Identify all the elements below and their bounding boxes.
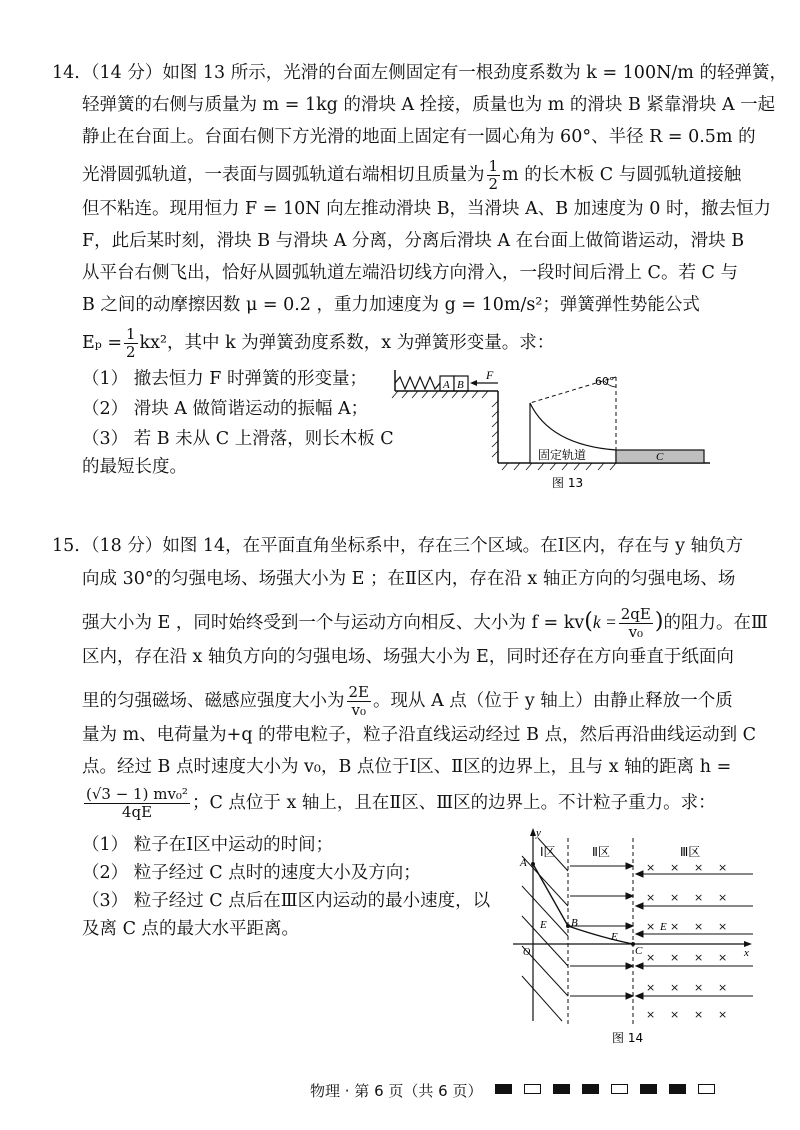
- q15-line-5a: 里的匀强磁场、磁感应强度大小为: [82, 691, 345, 711]
- svg-text:×: ×: [646, 920, 656, 933]
- label-y: y: [536, 827, 541, 839]
- figure-13: [390, 365, 720, 500]
- label-B: B: [457, 379, 464, 391]
- q14-line-9b: kx²，其中 k 为弹簧劲度系数，x 为弹簧形变量。求：: [139, 333, 555, 353]
- footer-mark: [669, 1084, 686, 1094]
- q14-line-7: 从平台右侧飞出，恰好从圆弧轨道左端沿切线方向滑入，一段时间后滑上 C。若 C 与: [82, 263, 738, 283]
- q14-line-1: （14 分）如图 13 所示，光滑的台面左侧固定有一根劲度系数为 k = 100N/m 的轻弹簧，: [82, 63, 787, 83]
- label-E-region1: E: [540, 919, 547, 931]
- figure-14: [508, 826, 760, 1048]
- q15-line-2: 向成 30°的匀强电场、场强大小为 E ；在Ⅱ区内，存在沿 x 轴正方向的匀强电场、场: [82, 569, 736, 589]
- label-B: B: [571, 917, 578, 929]
- q15-line-5: [82, 684, 733, 719]
- q14-line-4b: m 的长木板 C 与圆弧轨道接触: [502, 165, 742, 185]
- svg-text:×: ×: [718, 861, 728, 874]
- q15-line-7: 点。经过 B 点时速度大小为 v₀，B 点位于Ⅰ区、Ⅱ区的边界上，且与 x 轴的距离 h =: [82, 757, 732, 777]
- label-C: C: [635, 945, 643, 957]
- svg-text:×: ×: [694, 981, 704, 994]
- q15-sub-3: （3） 粒子经过 C 点后在Ⅲ区内运动的最小速度，以: [82, 891, 491, 911]
- q14-line-6: F，此后某时刻，滑块 B 与滑块 A 分离，分离后滑块 A 在台面上做简谐运动，滑块 B: [82, 231, 745, 251]
- svg-text:×: ×: [670, 951, 680, 964]
- footer-mark: [698, 1084, 715, 1094]
- label-O: O: [523, 947, 531, 958]
- figure-14-caption: 图 14: [612, 1031, 644, 1045]
- q14-line-2: 轻弹簧的右侧与质量为 m = 1kg 的滑块 A 拴接，质量也为 m 的滑块 B 紧靠滑块 A 一起: [82, 95, 776, 115]
- q14-fraction-half: $\frac{1}{2}$: [488, 157, 499, 193]
- svg-text:×: ×: [670, 1008, 680, 1021]
- svg-text:×: ×: [694, 951, 704, 964]
- q14-fraction-half-2: $\frac{1}{2}$: [126, 325, 136, 361]
- track-label: 固定轨道: [538, 448, 587, 462]
- q15-line-8: [82, 786, 716, 821]
- q14-sub-3b: 的最短长度。: [82, 457, 187, 477]
- q15-line-8b: ；C 点位于 x 轴上，且在Ⅱ区、Ⅲ区的边界上。不计粒子重力。求：: [191, 793, 716, 813]
- q14-line-3: 静止在台面上。台面右侧下方光滑的地面上固定有一圆心角为 60°、半径 R = 0.5m 的: [82, 127, 756, 147]
- footer-mark: [611, 1084, 628, 1094]
- q14-line-4: [82, 158, 741, 193]
- q15-k-label: k =: [592, 612, 617, 632]
- footer-mark: [553, 1084, 570, 1094]
- label-E-region2: E: [611, 931, 618, 943]
- q14-line-9: [82, 326, 554, 361]
- footer-mark: [495, 1084, 512, 1094]
- footer-mark: [582, 1084, 599, 1094]
- svg-text:×: ×: [718, 951, 728, 964]
- spring: [395, 377, 440, 389]
- q15-sub-3b: 及离 C 点的最大水平距离。: [82, 919, 300, 939]
- q15-line-5b: 。现从 A 点（位于 y 轴上）由静止释放一个质: [373, 691, 733, 711]
- q15-line-3a: 强大小为 E ，同时始终受到一个与运动方向相反、大小为 f = kv: [82, 613, 585, 633]
- label-F: F: [486, 368, 494, 382]
- svg-text:×: ×: [694, 920, 704, 933]
- q15-line-4: 区内，存在沿 x 轴负方向的匀强电场、场强大小为 E，同时还存在方向垂直于纸面向: [82, 647, 734, 667]
- label-A: A: [443, 379, 450, 391]
- svg-text:×: ×: [646, 951, 656, 964]
- svg-text:×: ×: [670, 861, 680, 874]
- svg-text:×: ×: [694, 891, 704, 904]
- q15-line-3: 强大小为 E ，同时始终受到一个与运动方向相反、大小为 f = kv(k = $\frac{2qE}{\text{v₀}}$ )的阻力。在Ⅲ: [82, 605, 768, 641]
- q14-sub-2: （2） 滑块 A 做简谐运动的振幅 A；: [82, 399, 369, 419]
- q15-sub-1: （1） 粒子在Ⅰ区中运动的时间；: [82, 835, 334, 855]
- q15-line-1: （18 分）如图 14，在平面直角坐标系中，存在三个区域。在Ⅰ区内，存在与 y 轴负方: [82, 536, 744, 556]
- svg-text:×: ×: [718, 981, 728, 994]
- q14-sub-3: （3） 若 B 未从 C 上滑落，则长木板 C: [82, 429, 394, 449]
- q15-line-6: 量为 m、电荷量为+q 的带电粒子，粒子沿直线运动经过 B 点，然后再沿曲线运动到 C: [82, 725, 757, 745]
- q14-number: 14.: [52, 63, 80, 83]
- q15-fraction-B: $\frac{2E}{\text{v₀}}$: [348, 683, 369, 719]
- svg-text:×: ×: [646, 861, 656, 874]
- svg-text:×: ×: [718, 1008, 728, 1021]
- svg-text:×: ×: [646, 981, 656, 994]
- svg-text:×: ×: [694, 861, 704, 874]
- board-label: C: [656, 451, 664, 463]
- label-A: A: [520, 857, 527, 869]
- q15-number: 15.: [52, 536, 80, 556]
- q14-line-4a: 光滑圆弧轨道，一表面与圆弧轨道右端相切且质量为: [82, 165, 485, 185]
- page-footer: 物理 · 第 6 页（共 6 页）: [310, 1082, 483, 1100]
- q15-sub-2: （2） 粒子经过 C 点时的速度大小及方向；: [82, 863, 421, 883]
- region-3-label: Ⅲ区: [680, 845, 701, 859]
- q15-fraction-k: $\frac{2qE}{\text{v₀}}$: [620, 605, 651, 641]
- q14-line-5: 但不粘连。现用恒力 F = 10N 向左推动滑块 B，当滑块 A、B 加速度为 0 时，撤去恒力: [82, 199, 771, 219]
- svg-text:×: ×: [718, 920, 728, 933]
- footer-mark: [640, 1084, 657, 1094]
- svg-text:×: ×: [670, 981, 680, 994]
- svg-text:×: ×: [718, 891, 728, 904]
- svg-text:×: ×: [694, 1008, 704, 1021]
- q14-line-9a: Eₚ =: [82, 333, 122, 353]
- region-1-label: Ⅰ区: [540, 845, 556, 859]
- q14-line-8: B 之间的动摩擦因数 μ = 0.2 ，重力加速度为 g = 10m/s²；弹簧弹性势能公式: [82, 295, 700, 315]
- q14-sub-1: （1） 撤去恒力 F 时弹簧的形变量；: [82, 369, 367, 389]
- region-2-label: Ⅱ区: [592, 845, 610, 859]
- footer-mark: [524, 1084, 541, 1094]
- svg-text:×: ×: [670, 891, 680, 904]
- svg-text:×: ×: [646, 1008, 656, 1021]
- label-x: x: [744, 947, 749, 959]
- q15-fraction-h: $\frac{\text{(√3 − 1) mv₀²}}{4qE}$: [86, 785, 188, 821]
- angle-label: 60°: [595, 375, 615, 388]
- label-E-region3: E: [660, 921, 667, 933]
- q15-line-3b: 的阻力。在Ⅲ: [663, 613, 768, 633]
- svg-text:×: ×: [646, 891, 656, 904]
- svg-text:×: ×: [670, 920, 680, 933]
- figure-13-caption: 图 13: [552, 476, 584, 490]
